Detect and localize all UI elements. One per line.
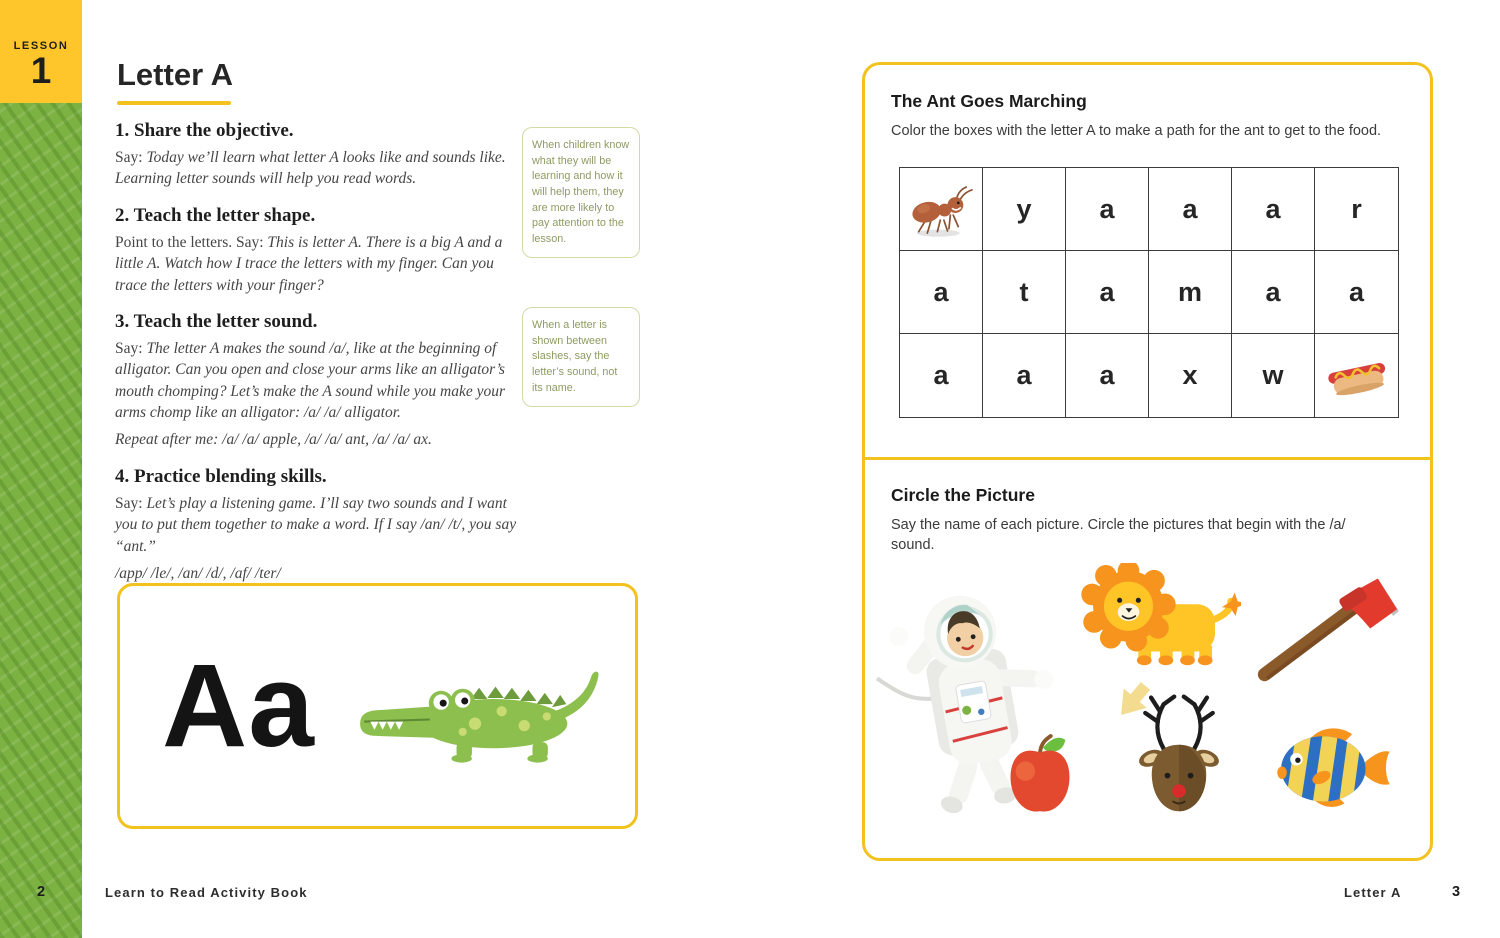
alligator-illustration bbox=[341, 660, 609, 778]
left-page-number: 2 bbox=[37, 884, 46, 900]
grid-cell-letter[interactable]: x bbox=[1149, 334, 1232, 417]
hot-dog-icon bbox=[1320, 349, 1394, 403]
step-1-heading: 1. Share the objective. bbox=[115, 120, 294, 141]
grid-cell-letter[interactable]: a bbox=[900, 251, 983, 334]
panel-divider bbox=[862, 457, 1433, 460]
activities-panel bbox=[862, 62, 1433, 861]
ant-icon bbox=[905, 178, 977, 240]
step-4-body bbox=[115, 493, 517, 557]
grid-cell-letter[interactable]: y bbox=[983, 168, 1066, 251]
page-title: Letter A bbox=[117, 57, 233, 92]
teacher-tip-note-1: When children know what they will be learning and how it will help them, they are more likely to pay attention to the lesson. bbox=[522, 127, 640, 258]
letter-aa-text: Aa bbox=[162, 640, 315, 772]
activity-1-title: The Ant Goes Marching bbox=[891, 91, 1087, 111]
step-2-heading: 2. Teach the letter shape. bbox=[115, 204, 316, 226]
grid-cell-letter[interactable]: a bbox=[1232, 168, 1315, 251]
grid-cell-ant[interactable] bbox=[900, 168, 983, 251]
activity-2-instructions: Say the name of each picture. Circle the pictures that begin with the /a/ sound. bbox=[891, 517, 1346, 554]
lesson-badge-label: LESSON bbox=[13, 40, 69, 52]
step-4-heading: 4. Practice blending skills. bbox=[115, 465, 327, 487]
right-page-number: 3 bbox=[1452, 884, 1461, 900]
step-2-body bbox=[115, 232, 517, 296]
lesson-steps bbox=[115, 120, 517, 586]
step-1-lead: Say: bbox=[115, 149, 143, 166]
lesson-badge bbox=[0, 0, 82, 103]
step-1-script: Today we’ll learn what letter A looks like and sounds like. Learning letter sounds will help you read words. bbox=[115, 149, 506, 188]
activity-circle-the-picture bbox=[891, 485, 1406, 556]
grid-cell-letter[interactable]: a bbox=[1315, 251, 1398, 334]
grid-cell-letter[interactable]: a bbox=[1066, 334, 1149, 417]
lesson-badge-number: 1 bbox=[30, 50, 52, 91]
axe-picture[interactable] bbox=[1249, 567, 1403, 687]
grid-cell-letter[interactable]: r bbox=[1315, 168, 1398, 251]
step-2-lead: Point to the letters. Say: bbox=[115, 233, 264, 251]
step-2-script: This is letter A. There is a big A and a little A. Watch how I trace the letters with my finger. Can you trace the letters with your finger? bbox=[115, 233, 503, 294]
grid-cell-letter[interactable]: t bbox=[983, 251, 1066, 334]
grid-cell-letter[interactable]: m bbox=[1149, 251, 1232, 334]
title-underline bbox=[117, 101, 231, 105]
grid-cell-hot-dog[interactable] bbox=[1315, 334, 1398, 417]
right-footer-label: Letter A bbox=[1344, 885, 1402, 900]
grid-cell-letter[interactable]: a bbox=[1232, 251, 1315, 334]
teacher-tip-note-2: When a letter is shown between slashes, say the letter’s sound, not its name. bbox=[522, 307, 640, 407]
fish-picture[interactable] bbox=[1267, 717, 1395, 813]
grid-cell-letter[interactable]: a bbox=[900, 334, 983, 417]
letter-aa-card bbox=[117, 583, 638, 829]
grid-cell-letter[interactable]: w bbox=[1232, 334, 1315, 417]
grid-cell-letter[interactable]: a bbox=[1149, 168, 1232, 251]
apple-picture[interactable] bbox=[1001, 731, 1079, 819]
page-edge-strip bbox=[0, 0, 82, 938]
step-1-body bbox=[115, 147, 517, 190]
grid-cell-letter[interactable]: a bbox=[1066, 168, 1149, 251]
step-4-sounds-line: /app/ /le/, /an/ /d/, /af/ /ter/ bbox=[115, 564, 281, 582]
grid-cell-letter[interactable]: a bbox=[1066, 251, 1149, 334]
grid-cell-letter[interactable]: a bbox=[983, 334, 1066, 417]
step-3-body bbox=[115, 338, 517, 424]
step-4-script: Let’s play a listening game. I’ll say two sounds and I want you to put them together to make a word. If I say /an/ /t/, you say “ant.” bbox=[115, 494, 517, 555]
activity-1-instructions: Color the boxes with the letter A to make a path for the ant to get to the food. bbox=[891, 123, 1382, 139]
step-3-lead: Say: bbox=[115, 339, 143, 357]
step-4-lead: Say: bbox=[115, 494, 143, 512]
letter-path-grid bbox=[899, 167, 1399, 418]
step-3-script: The letter A makes the sound /a/, like at the beginning of alligator. Can you open and close your arms like an alligator’s mouth chomping? Let’s make the A sound while you make your arms chomp like an alligator: /a/ /a/ alligator. bbox=[115, 339, 506, 421]
activity-2-title: Circle the Picture bbox=[891, 485, 1035, 505]
activity-ant-goes-marching bbox=[891, 91, 1406, 418]
lion-picture[interactable] bbox=[1073, 563, 1241, 679]
left-footer-label: Learn to Read Activity Book bbox=[105, 885, 308, 900]
step-3-repeat-line: Repeat after me: /a/ /a/ apple, /a/ /a/ ant, /a/ /a/ ax. bbox=[115, 431, 432, 449]
reindeer-picture[interactable] bbox=[1121, 687, 1237, 817]
step-3-heading: 3. Teach the letter sound. bbox=[115, 310, 318, 332]
